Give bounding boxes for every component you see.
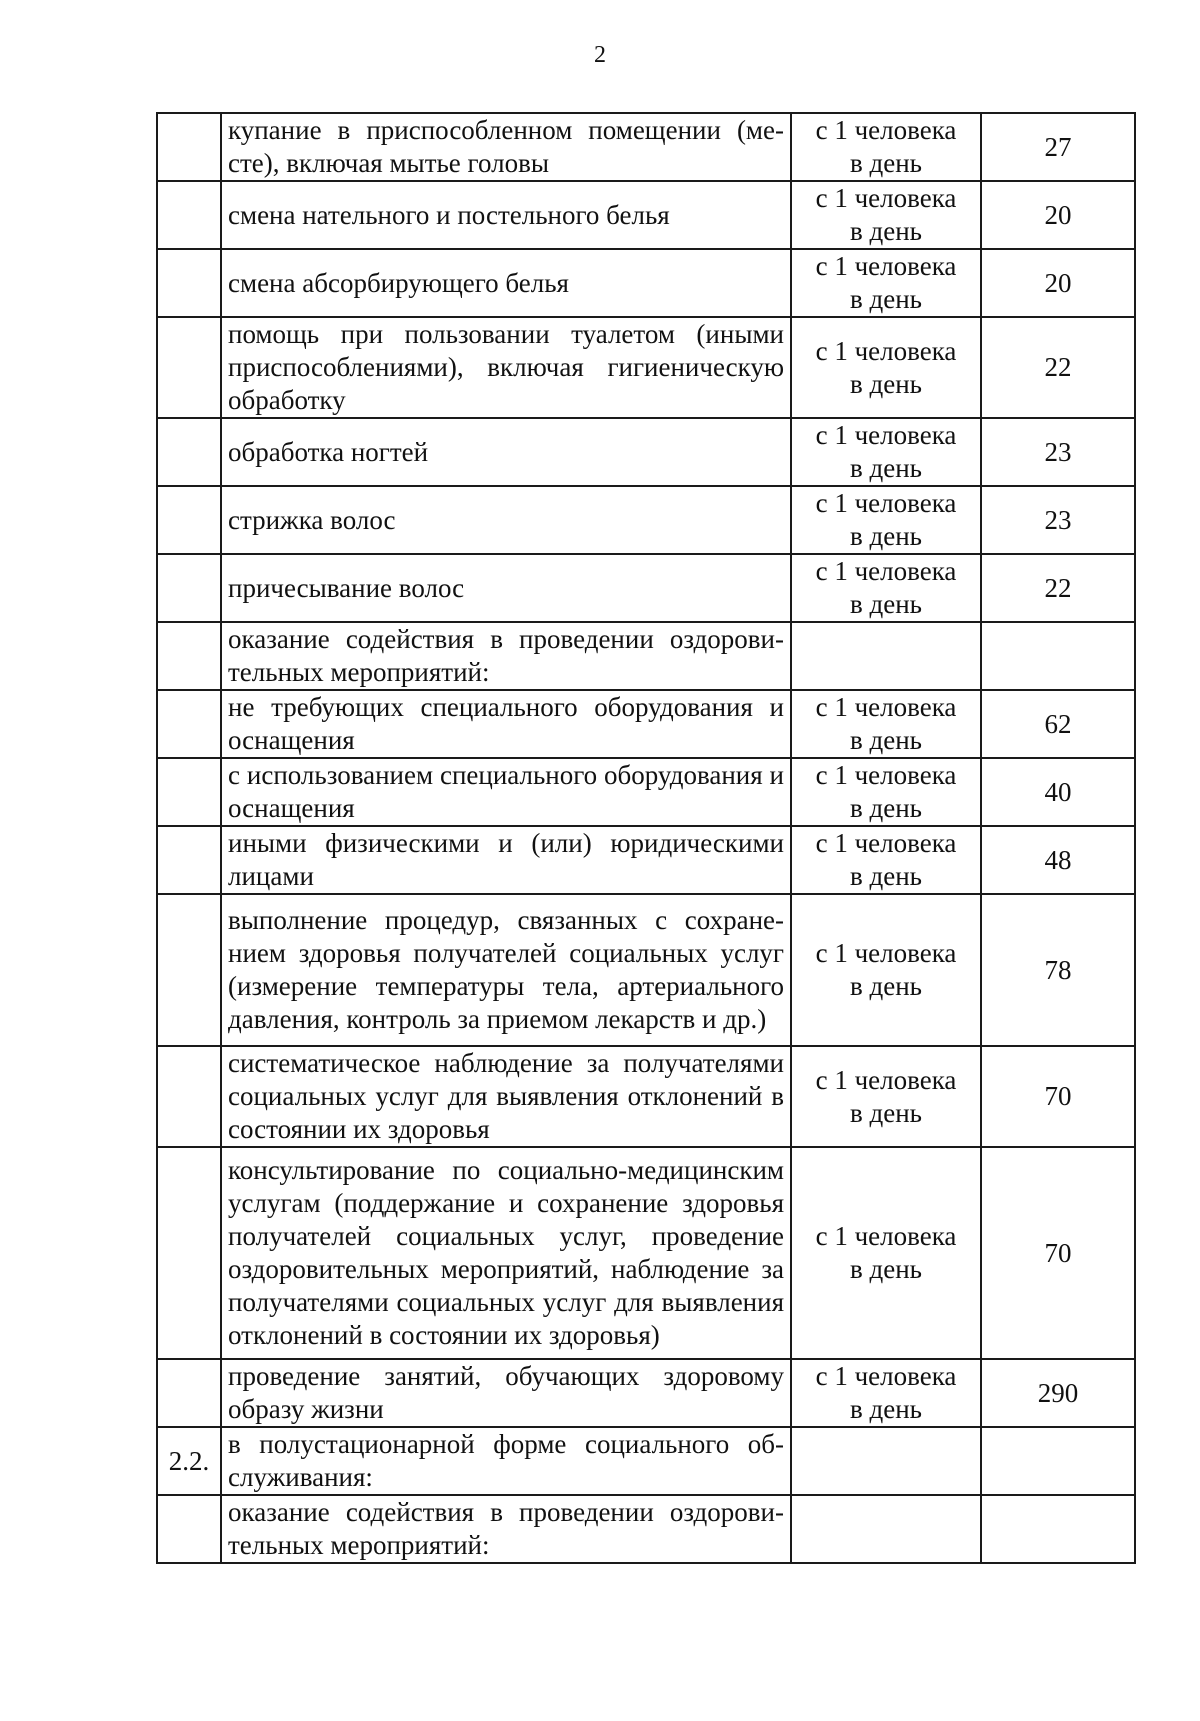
service-name-cell: консультирование по социально-медицинским услугам (поддержание и сохранение здоровья получателей социальных услуг, проведение оздоровительных мероприятий, наблюдение за получателями социальных услуг для выявления отклонений в состоянии их здоровья) <box>221 1147 791 1359</box>
unit-cell <box>791 622 981 690</box>
service-name-cell: проведение занятий, обучающих здоровому образу жизни <box>221 1359 791 1427</box>
unit-line-1: с 1 человека <box>815 488 957 518</box>
table-row <box>157 418 1135 486</box>
service-name-cell: с использованием специального оборудования и оснащения <box>221 758 791 826</box>
unit-line-2: в день <box>850 725 922 755</box>
table-row <box>157 181 1135 249</box>
table-row <box>157 317 1135 418</box>
row-number-cell <box>157 1046 221 1147</box>
row-number-cell <box>157 622 221 690</box>
price-cell: 23 <box>981 486 1135 554</box>
table-row <box>157 1495 1135 1563</box>
row-number-cell <box>157 554 221 622</box>
row-number-cell: 2.2. <box>157 1427 221 1495</box>
price-cell: 27 <box>981 113 1135 181</box>
service-name-cell: иными физическими и (или) юридическими лицами <box>221 826 791 894</box>
service-name-cell: выполнение процедур, связанных с сохранением здоровья получателей социальных услуг (измерение температуры тела, артериального давления, контроль за приемом лекарств и др.) <box>221 894 791 1046</box>
unit-line-1: с 1 человека <box>815 115 957 145</box>
service-name-cell: не требующих специального оборудования и оснащения <box>221 690 791 758</box>
price-cell <box>981 622 1135 690</box>
unit-line-1: с 1 человека <box>815 251 957 281</box>
price-cell: 22 <box>981 317 1135 418</box>
unit-line-1: с 1 человека <box>815 183 957 213</box>
row-number-cell <box>157 181 221 249</box>
unit-line-2: в день <box>850 1097 922 1128</box>
unit-line-2: в день <box>850 589 922 619</box>
unit-line-1: с 1 человека <box>815 1221 957 1251</box>
price-cell: 62 <box>981 690 1135 758</box>
service-name-cell: оказание содействия в проведении оздоровительных мероприятий: <box>221 622 791 690</box>
price-cell: 70 <box>981 1147 1135 1359</box>
unit-cell <box>791 690 981 758</box>
unit-line-1: с 1 человека <box>815 1064 957 1095</box>
unit-cell <box>791 826 981 894</box>
unit-cell <box>791 554 981 622</box>
table-row <box>157 894 1135 1046</box>
service-name-cell: причесывание волос <box>221 554 791 622</box>
price-cell: 48 <box>981 826 1135 894</box>
unit-line-2: в день <box>850 216 922 246</box>
table-row <box>157 622 1135 690</box>
unit-line-1: с 1 человека <box>815 556 957 586</box>
unit-line-2: в день <box>850 793 922 823</box>
table-row <box>157 1046 1135 1147</box>
table-row <box>157 554 1135 622</box>
unit-line-2: в день <box>850 1394 922 1424</box>
table-row <box>157 486 1135 554</box>
row-number-cell <box>157 1495 221 1563</box>
row-number-cell <box>157 418 221 486</box>
unit-cell <box>791 418 981 486</box>
service-name-cell: смена абсорбирующего белья <box>221 249 791 317</box>
service-name-cell: смена нательного и постельного белья <box>221 181 791 249</box>
unit-line-2: в день <box>850 453 922 483</box>
table-row <box>157 249 1135 317</box>
unit-cell <box>791 894 981 1046</box>
service-name-cell: обработка ногтей <box>221 418 791 486</box>
unit-line-1: с 1 человека <box>815 828 957 858</box>
unit-cell <box>791 1147 981 1359</box>
service-name-cell: оказание содействия в проведении оздоровительных мероприятий: <box>221 1495 791 1563</box>
unit-cell <box>791 758 981 826</box>
table-row <box>157 690 1135 758</box>
table-row <box>157 1359 1135 1427</box>
service-name-cell: в полустационарной форме социального обслуживания: <box>221 1427 791 1495</box>
unit-cell <box>791 113 981 181</box>
page-number: 2 <box>594 42 606 68</box>
unit-cell <box>791 317 981 418</box>
unit-line-1: с 1 человека <box>815 335 957 366</box>
unit-cell <box>791 1427 981 1495</box>
unit-cell <box>791 486 981 554</box>
unit-line-2: в день <box>850 368 922 399</box>
row-number-cell <box>157 249 221 317</box>
unit-line-2: в день <box>850 971 922 1001</box>
price-cell: 78 <box>981 894 1135 1046</box>
unit-line-2: в день <box>850 284 922 314</box>
row-number-cell <box>157 826 221 894</box>
service-name-cell: помощь при пользовании туалетом (иными приспособлениями), включая гигиеническую обработку <box>221 317 791 418</box>
row-number-cell <box>157 758 221 826</box>
price-cell <box>981 1427 1135 1495</box>
unit-cell <box>791 1495 981 1563</box>
table-row <box>157 826 1135 894</box>
unit-line-1: с 1 человека <box>815 1361 957 1391</box>
price-cell: 40 <box>981 758 1135 826</box>
table-row <box>157 1427 1135 1495</box>
price-cell: 20 <box>981 249 1135 317</box>
unit-line-2: в день <box>850 1254 922 1284</box>
unit-cell <box>791 181 981 249</box>
unit-line-1: с 1 человека <box>815 760 957 790</box>
unit-line-2: в день <box>850 148 922 178</box>
price-cell: 290 <box>981 1359 1135 1427</box>
table-row <box>157 1147 1135 1359</box>
row-number-cell <box>157 486 221 554</box>
row-number-cell <box>157 113 221 181</box>
row-number-cell <box>157 690 221 758</box>
tariff-table <box>156 112 1136 1564</box>
row-number-cell <box>157 1359 221 1427</box>
price-cell: 20 <box>981 181 1135 249</box>
table-row <box>157 758 1135 826</box>
row-number-cell <box>157 1147 221 1359</box>
service-name-cell: систематическое наблюдение за получателями социальных услуг для выявления отклонений в состоянии их здоровья <box>221 1046 791 1147</box>
unit-line-2: в день <box>850 861 922 891</box>
price-cell: 23 <box>981 418 1135 486</box>
table-row <box>157 113 1135 181</box>
unit-line-2: в день <box>850 521 922 551</box>
unit-cell <box>791 249 981 317</box>
unit-cell <box>791 1046 981 1147</box>
service-name-cell: купание в приспособленном помещении (месте), включая мытье головы <box>221 113 791 181</box>
row-number-cell <box>157 894 221 1046</box>
price-cell <box>981 1495 1135 1563</box>
price-cell: 22 <box>981 554 1135 622</box>
unit-line-1: с 1 человека <box>815 420 957 450</box>
unit-line-1: с 1 человека <box>815 938 957 968</box>
unit-line-1: с 1 человека <box>815 692 957 722</box>
service-name-cell: стрижка волос <box>221 486 791 554</box>
row-number-cell <box>157 317 221 418</box>
price-cell: 70 <box>981 1046 1135 1147</box>
unit-cell <box>791 1359 981 1427</box>
